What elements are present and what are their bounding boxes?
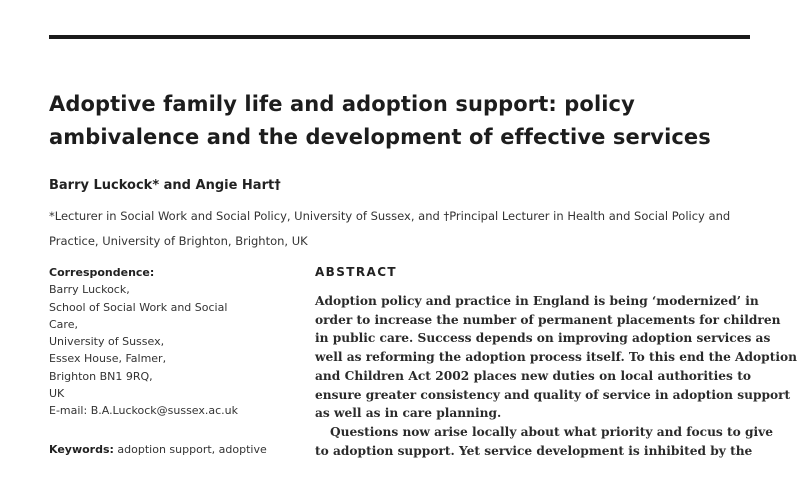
correspondence-line: School of Social Work and Social [49, 300, 228, 314]
correspondence-line: Essex House, Falmer, [49, 352, 167, 366]
abstract-line: to adoption support. Yet service development is inhibited by the [315, 443, 753, 458]
abstract-line: ensure greater consistency and quality of service in adoption support [315, 387, 791, 402]
correspondence-line: UK [49, 387, 65, 401]
affiliation-line: *Lecturer in Social Work and Social Policy, University of Sussex, and †Principal Lecturer in Health and Social Policy and [49, 209, 731, 223]
abstract-line: well as reforming the adoption process itself. To this end the Adoption [315, 350, 797, 365]
correspondence-line: Brighton BN1 9RQ, [49, 369, 153, 383]
keywords-block [49, 443, 267, 456]
abstract-line: and Children Act 2002 places new duties on local authorities to [315, 368, 751, 383]
correspondence-line: University of Sussex, [49, 335, 165, 349]
abstract-line: order to increase the number of permanent placements for children [315, 312, 781, 327]
paper-title [49, 88, 759, 154]
keywords-text: adoption support, adoptive [113, 443, 267, 456]
affiliations [49, 204, 769, 254]
keywords-label: Keywords: [49, 443, 114, 456]
correspondence-line: Barry Luckock, [49, 283, 130, 297]
correspondence-heading: Correspondence: [49, 266, 155, 279]
correspondence-line: Care, [49, 317, 78, 331]
abstract-heading: ABSTRACT [315, 265, 397, 279]
abstract-line: in public care. Success depends on improving adoption services as [315, 331, 771, 346]
abstract-line: Questions now arise locally about what priority and focus to give [330, 424, 774, 439]
affiliation-line: Practice, University of Brighton, Brighton, UK [49, 234, 308, 248]
correspondence-email: E-mail: B.A.Luckock@sussex.ac.uk [49, 404, 239, 418]
abstract-line: as well as in care planning. [315, 406, 502, 421]
abstract-body [315, 292, 797, 460]
title-line: ambivalence and the development of effective services [49, 125, 711, 149]
author-list: Barry Luckock* and Angie Hart† [49, 178, 281, 193]
correspondence-block [49, 264, 289, 420]
abstract-line: Adoption policy and practice in England is being ‘modernized’ in [315, 294, 759, 308]
header-rule [49, 35, 750, 39]
title-line: Adoptive family life and adoption support: policy [49, 92, 635, 116]
